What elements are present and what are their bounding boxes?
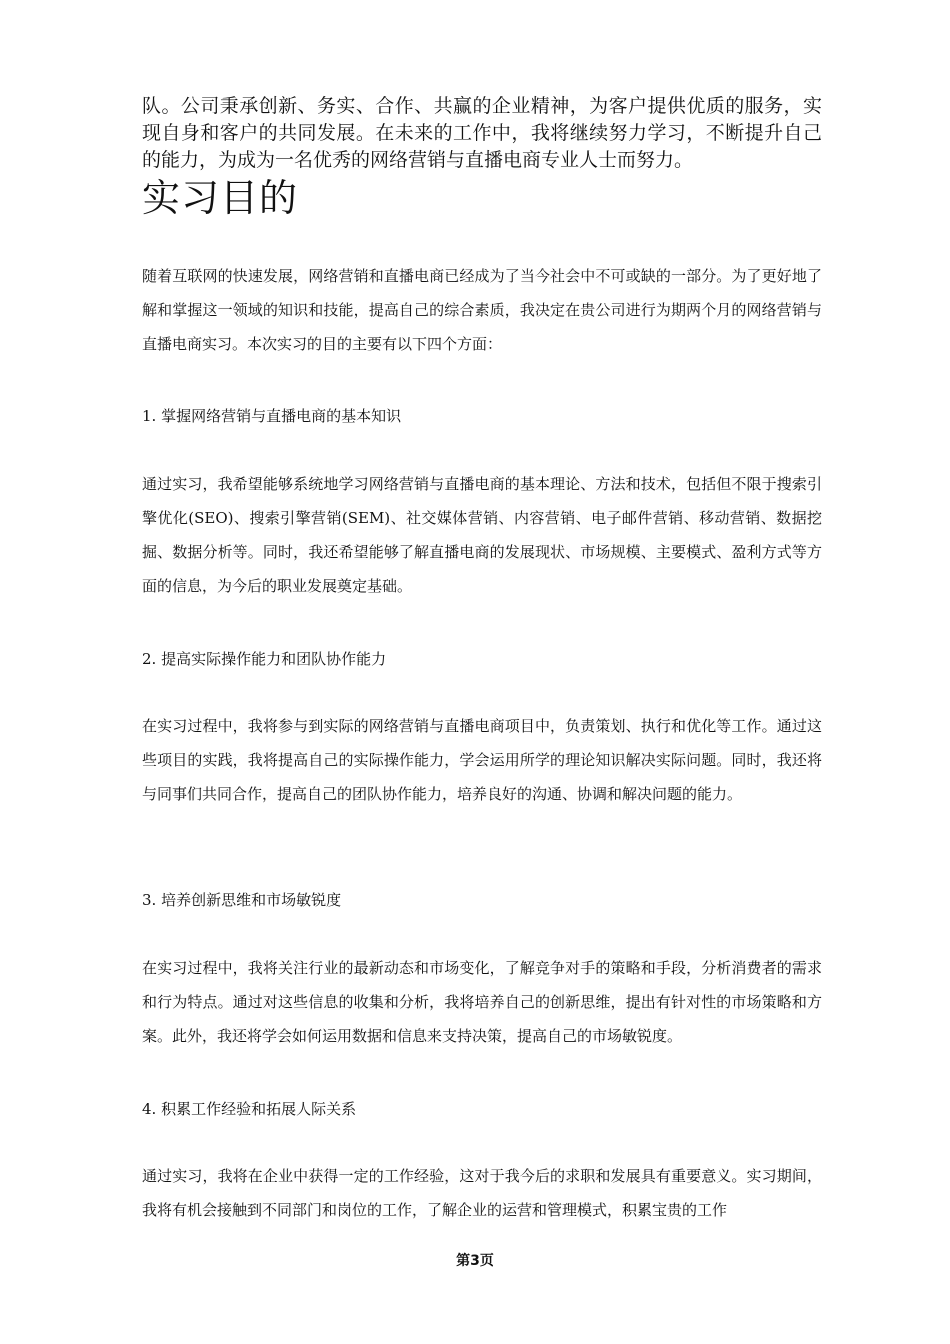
item-body-1: 通过实习，我希望能够系统地学习网络营销与直播电商的基本理论、方法和技术，包括但不限于搜索引擎优化(SEO)、搜索引擎营销(SEM)、社交媒体营销、内容营销、电子邮件营销、移动营销、数据挖掘、数据分析等。同时，我还希望能够了解直播电商的发展现状、市场规模、主要模式、盈利方式等方面的信息，为今后的职业发展奠定基础。 — [142, 475, 822, 595]
item-heading-1: 1. 掌握网络营销与直播电商的基本知识 — [142, 407, 402, 425]
item-heading-4: 4. 积累工作经验和拓展人际关系 — [142, 1100, 357, 1118]
item-body-3: 在实习过程中，我将关注行业的最新动态和市场变化，了解竞争对手的策略和手段，分析消费者的需求和行为特点。通过对这些信息的收集和分析，我将培养自己的创新思维，提出有针对性的市场策略和方案。此外，我还将学会如何运用数据和信息来支持决策，提高自己的市场敏锐度。 — [142, 959, 822, 1045]
item-body-4: 通过实习，我将在企业中获得一定的工作经验，这对于我今后的求职和发展具有重要意义。实习期间，我将有机会接触到不同部门和岗位的工作，了解企业的运营和管理模式，积累宝贵的工作 — [142, 1167, 822, 1219]
page-number: 第3页 — [456, 1253, 494, 1269]
item-body-2: 在实习过程中，我将参与到实际的网络营销与直播电商项目中，负责策划、执行和优化等工作。通过这些项目的实践，我将提高自己的实际操作能力，学会运用所学的理论知识解决实际问题。同时，我还将与同事们共同合作，提高自己的团队协作能力，培养良好的沟通、协调和解决问题的能力。 — [142, 717, 822, 803]
item-heading-3: 3. 培养创新思维和市场敏锐度 — [142, 891, 342, 909]
section-intro-paragraph: 随着互联网的快速发展，网络营销和直播电商已经成为了当今社会中不可或缺的一部分。为了更好地了解和掌握这一领域的知识和技能，提高自己的综合素质，我决定在贵公司进行为期两个月的网络营销与直播电商实习。本次实习的目的主要有以下四个方面： — [142, 267, 822, 353]
item-heading-2: 2. 提高实际操作能力和团队协作能力 — [142, 650, 387, 668]
intro-paragraph: 队。公司秉承创新、务实、合作、共赢的企业精神，为客户提供优质的服务，实现自身和客户的共同发展。在未来的工作中，我将继续努力学习，不断提升自己的能力，为成为一名优秀的网络营销与直播电商专业人士而努力。 — [142, 95, 822, 171]
section-title: 实习目的 — [142, 176, 299, 220]
